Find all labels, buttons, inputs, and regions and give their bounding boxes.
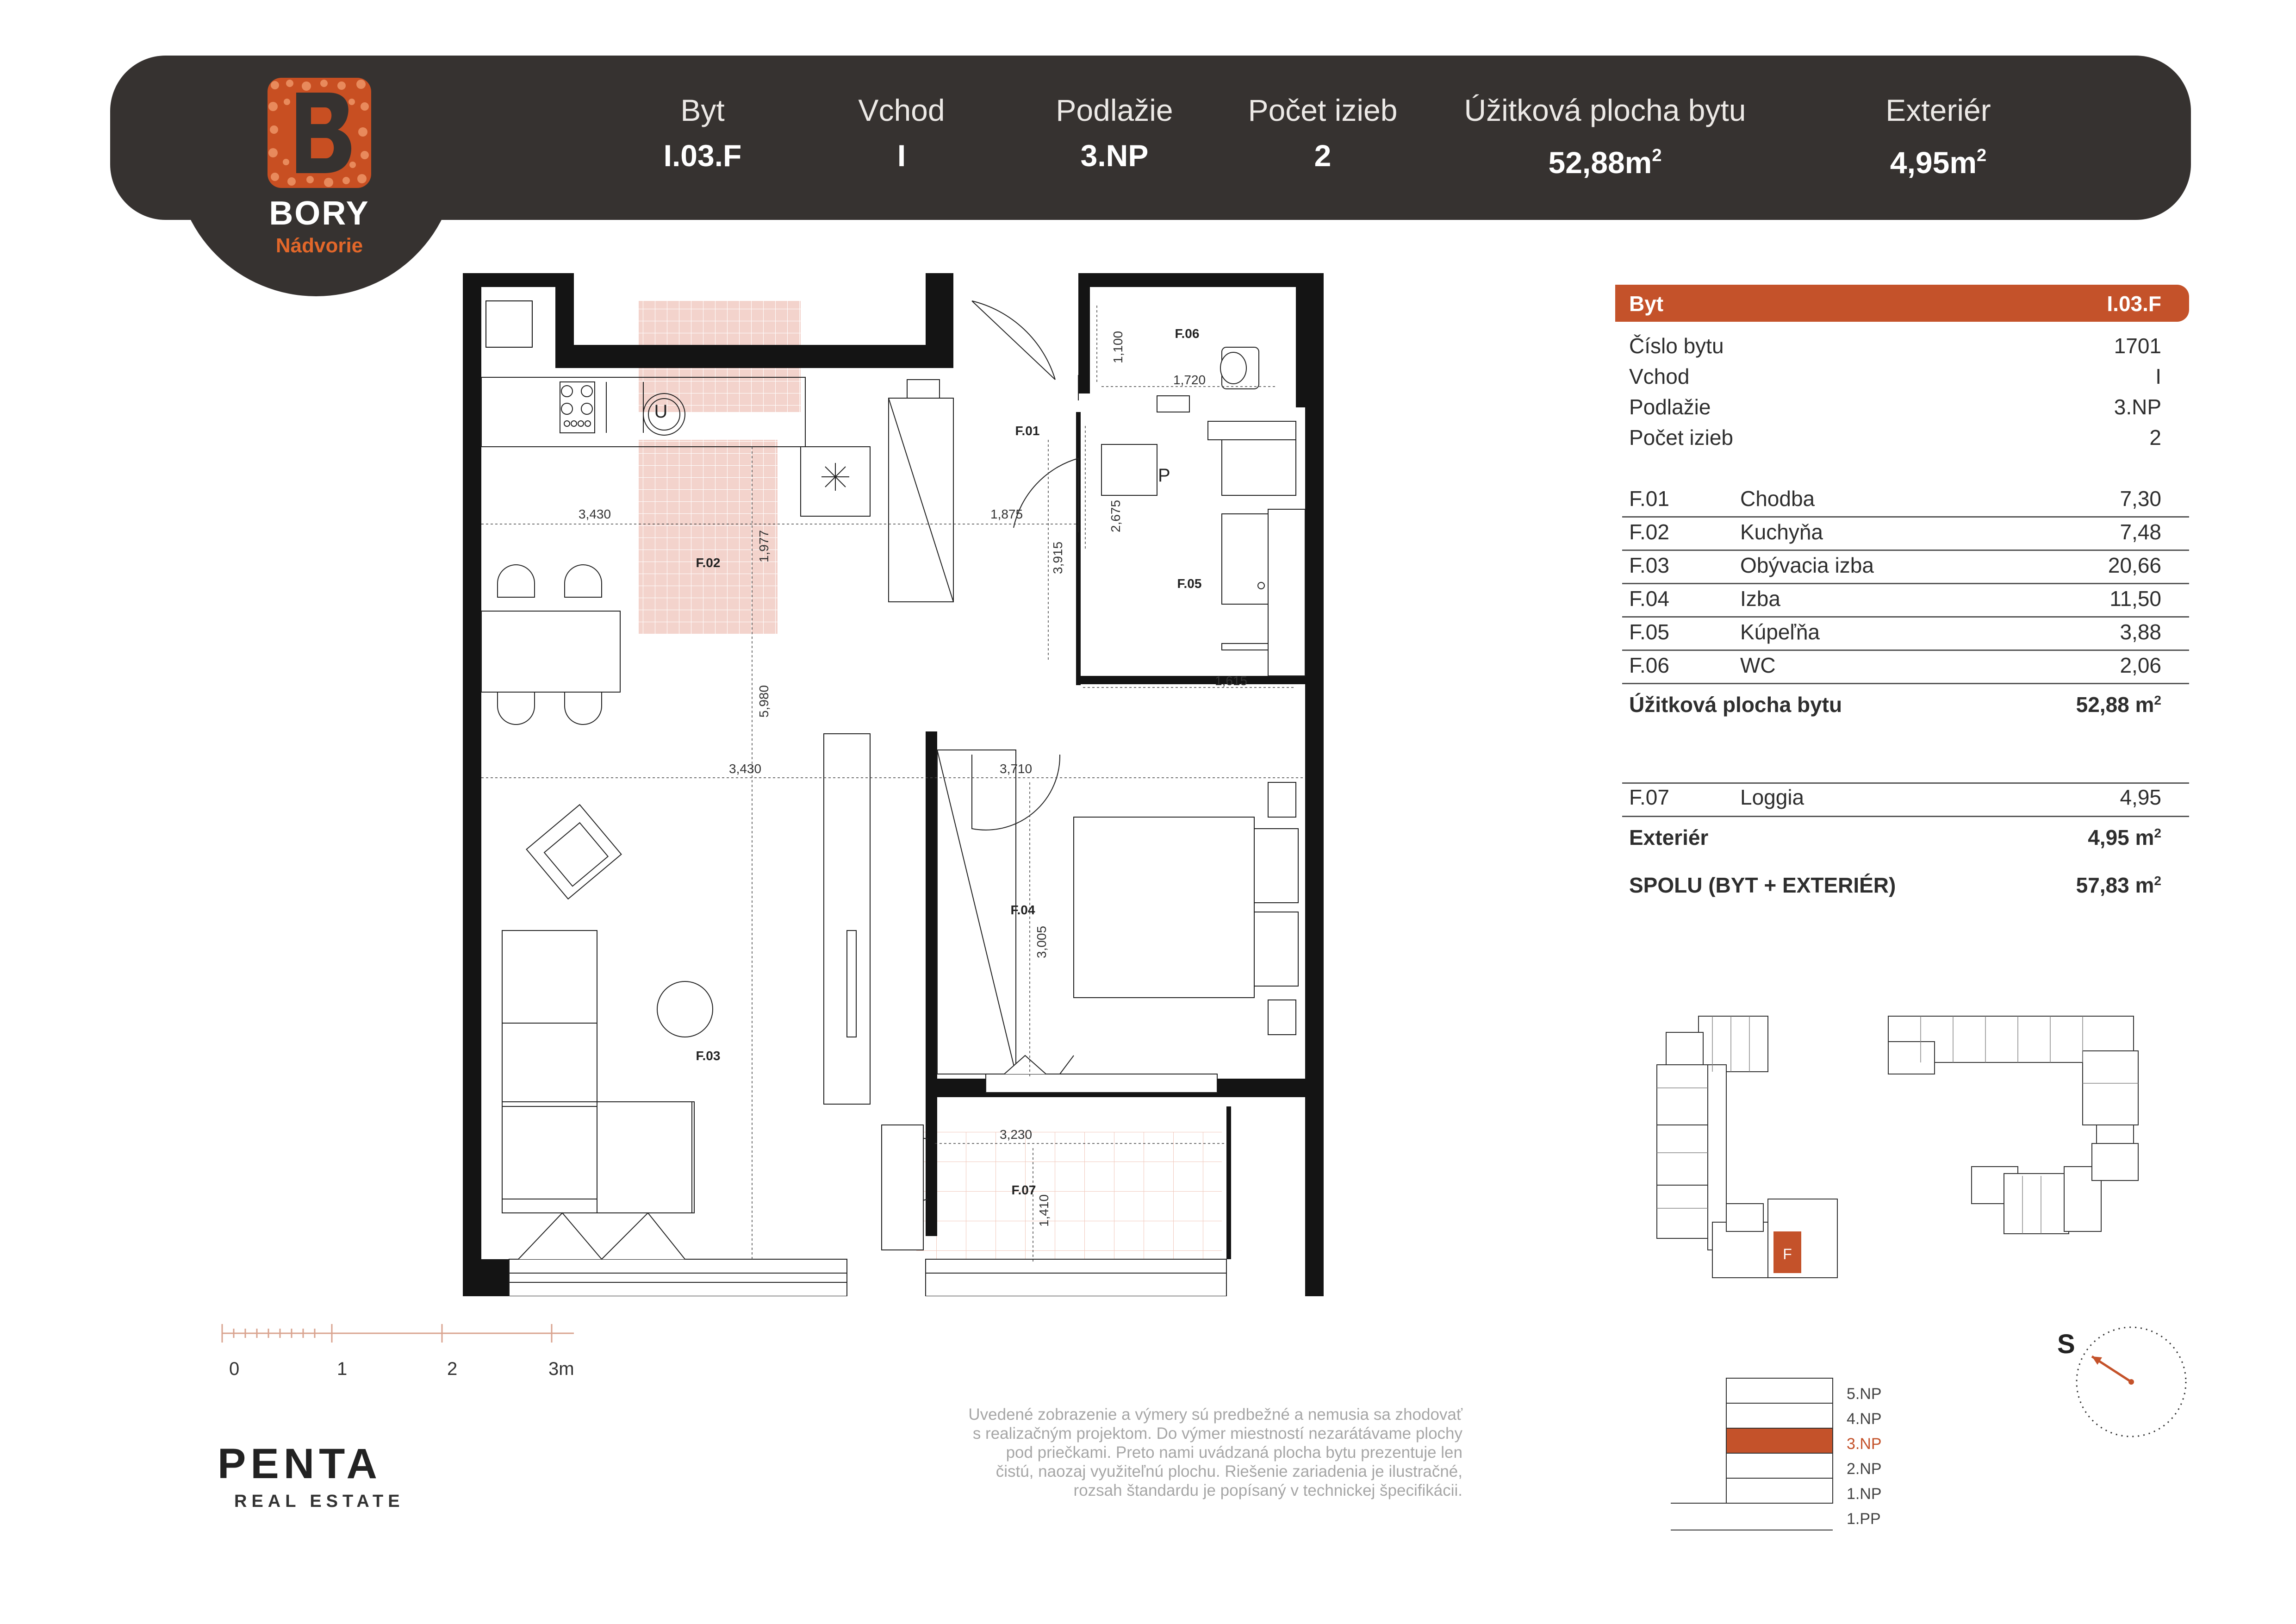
logo-subtitle: Nádvorie	[275, 234, 363, 257]
info-value: I	[2155, 364, 2161, 388]
disclaimer-line: rozsah štandardu je popísaný v technickej špecifikácii.	[1073, 1481, 1462, 1499]
floor-current-highlight	[1726, 1428, 1833, 1453]
info-label: Podlažie	[1629, 395, 1711, 419]
doors	[891, 301, 1078, 1208]
key-plan	[1652, 1014, 2171, 1301]
info-label: Počet izieb	[1629, 425, 1734, 450]
header-value: I.03.F	[663, 138, 742, 173]
room-code: F.01	[1015, 424, 1040, 438]
dimension-value: 3,430	[729, 762, 762, 776]
divider	[1622, 550, 2189, 551]
header-value: 3.NP	[1080, 138, 1149, 173]
divider	[1622, 616, 2189, 618]
parking-box-symbol: P	[1158, 465, 1170, 486]
header-label: Vchod	[858, 93, 945, 127]
header-col-byt	[619, 56, 786, 174]
table-header	[1615, 285, 2189, 322]
info-value: 3.NP	[2114, 395, 2161, 419]
bory-logo-icon	[264, 74, 375, 192]
scale-label: 1	[337, 1359, 348, 1379]
living-furniture	[502, 734, 870, 1213]
info-value: 1701	[2114, 334, 2161, 358]
header-label: Byt	[680, 93, 725, 127]
divider	[1622, 583, 2189, 584]
bathroom-fixtures	[1101, 347, 1305, 676]
dimension-value: 1,875	[990, 507, 1023, 521]
room-code: F.06	[1175, 326, 1200, 341]
scale-bar	[218, 1319, 588, 1347]
divider	[1622, 650, 2189, 651]
header-value: $4,95m^2$	[1890, 145, 1987, 180]
header-col-pocet-izieb	[1221, 56, 1425, 174]
floor-label: 5.NP	[1847, 1385, 1882, 1403]
header-col-uzitkova-plocha	[1429, 56, 1781, 181]
divider	[1622, 816, 2189, 817]
header-value: 2	[1314, 138, 1332, 173]
dining-set	[481, 565, 620, 725]
header-col-exterier	[1832, 56, 2045, 181]
compass-label: S	[2057, 1329, 2075, 1359]
room-code: F.07	[1011, 1183, 1036, 1197]
extractor-icon	[821, 463, 849, 491]
scale-label: 3m	[548, 1359, 574, 1379]
dimension-value: 3,710	[1000, 762, 1033, 776]
dimension-value: 3,430	[579, 507, 611, 521]
floor-label: 4.NP	[1847, 1410, 1882, 1428]
loggia-floor	[916, 1132, 1222, 1271]
disclaimer-line: pod priečkami. Preto nami uvádzaná plocha bytu prezentuje len	[1006, 1443, 1462, 1462]
dimension-value: 1,615	[1215, 674, 1248, 688]
info-value: 2	[2149, 425, 2161, 450]
disclaimer	[815, 1405, 1462, 1500]
disclaimer-line: čistú, naozaj využiteľnú plochu. Riešenie zariadenia je ilustračné,	[996, 1462, 1462, 1480]
compass-icon	[2073, 1319, 2198, 1444]
header-label: Exteriér	[1885, 93, 1991, 127]
table-header-label: Byt	[1629, 292, 1664, 316]
header-col-podlazie	[1013, 56, 1216, 174]
room-code: F.04	[1010, 903, 1035, 917]
room-code: F.03	[696, 1049, 721, 1063]
hall-wardrobe	[889, 380, 1016, 1074]
header-value: I	[897, 138, 906, 173]
penta-logo-sub: REAL ESTATE	[234, 1492, 404, 1511]
floor-label: 2.NP	[1847, 1460, 1882, 1478]
dimension-value: 3,915	[1051, 541, 1065, 574]
table-header-value: I.03.F	[2107, 292, 2161, 316]
header-label: Podlažie	[1056, 93, 1173, 127]
dimension-value: 1,100	[1111, 331, 1125, 363]
floor-stack	[1666, 1377, 1842, 1549]
info-label: Číslo bytu	[1629, 334, 1724, 358]
divider	[1622, 516, 2189, 518]
dimension-value: 2,675	[1108, 500, 1123, 532]
dimension-value: 1,720	[1173, 373, 1206, 387]
shaft	[486, 301, 532, 347]
header-value: $52,88m^2$	[1548, 145, 1662, 180]
room-code: F.02	[696, 556, 721, 570]
floor-plan	[463, 273, 1324, 1296]
dimension-value: 3,230	[1000, 1127, 1033, 1142]
bed	[1074, 782, 1298, 1035]
room-code: F.05	[1177, 576, 1202, 591]
floor-label-current: 3.NP	[1847, 1435, 1882, 1453]
header-label: Počet izieb	[1248, 93, 1398, 127]
disclaimer-line: Uvedené zobrazenie a výmery sú predbežné a nemusia sa zhodovať	[968, 1405, 1462, 1424]
header-col-vchod	[818, 56, 985, 174]
penta-logo: PENTA	[218, 1440, 382, 1487]
info-label: Vchod	[1629, 364, 1690, 388]
disclaimer-line: s realizačným projektom. Do výmer miestností nezarátávame plochy	[972, 1424, 1462, 1443]
divider	[1622, 683, 2189, 684]
header-bar	[110, 56, 2191, 220]
floor-label: 1.NP	[1847, 1485, 1882, 1503]
dimension-value: 5,980	[757, 685, 771, 718]
floor-label: 1.PP	[1847, 1510, 1881, 1528]
dimension-value: 3,005	[1034, 925, 1049, 958]
scale-label: 0	[229, 1359, 240, 1379]
keyplan-apartment-label: F	[1783, 1246, 1792, 1262]
fridge-symbol: U	[654, 401, 668, 422]
divider	[1622, 782, 2189, 784]
scale-label: 2	[447, 1359, 458, 1379]
logo-wordmark: BORY	[269, 195, 370, 232]
dimension-value: 1,410	[1037, 1194, 1051, 1227]
header-label: Úžitková plocha bytu	[1464, 93, 1746, 127]
dimension-value: 1,977	[757, 530, 771, 562]
